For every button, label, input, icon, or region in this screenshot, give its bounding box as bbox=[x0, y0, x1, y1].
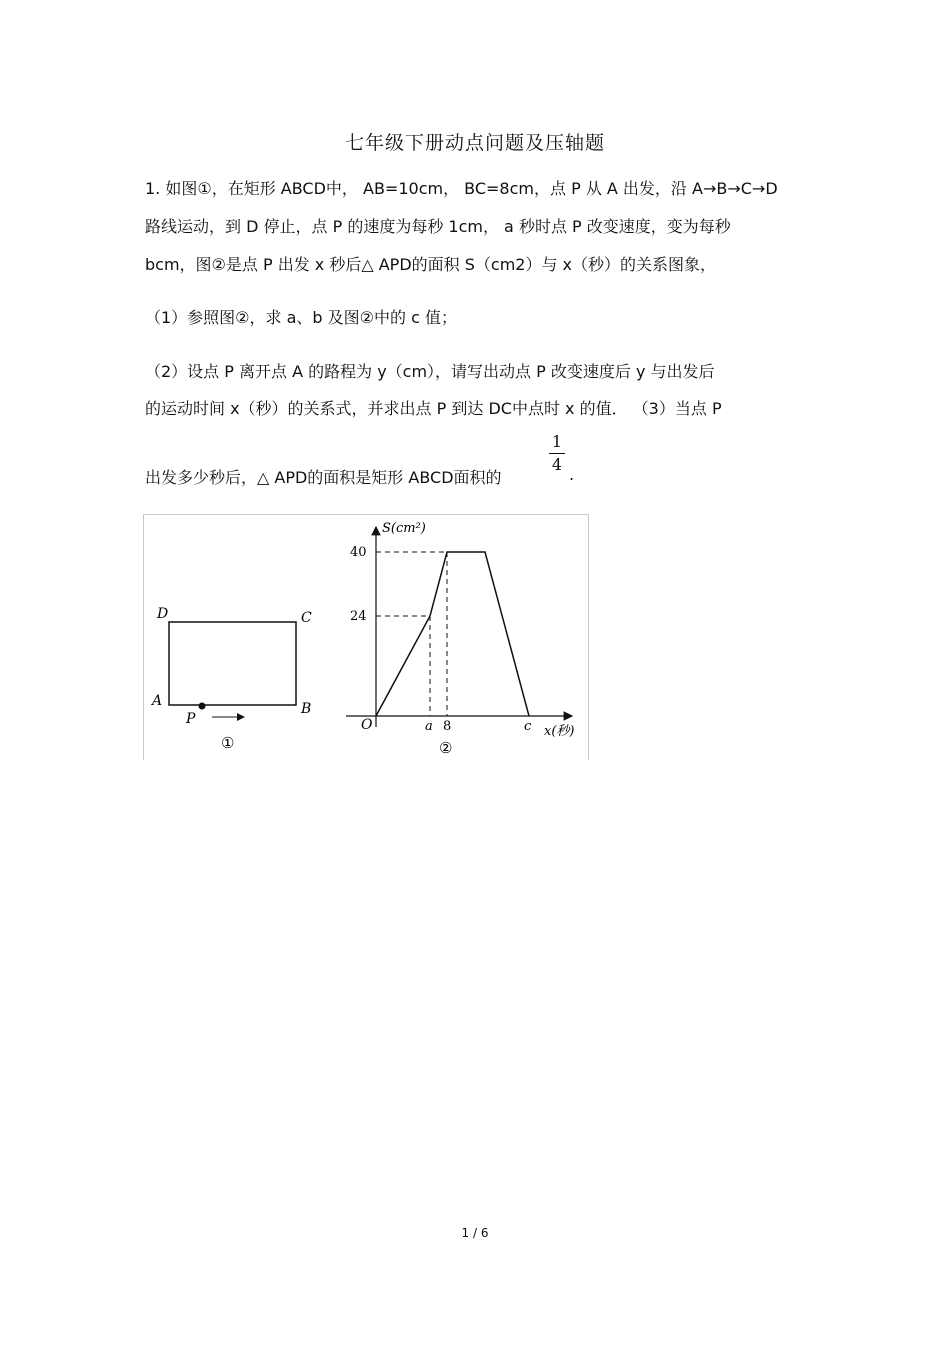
fraction-bar bbox=[549, 453, 565, 454]
caption-figure-1: ① bbox=[221, 734, 235, 752]
problem-line-1: 1. 如图①，在矩形 ABCD中， AB=10cm， BC=8cm，点 P 从 A 出发，沿 A→B→C→D bbox=[145, 179, 778, 198]
rectangle-abcd bbox=[169, 622, 296, 705]
x-tick-a: a bbox=[425, 719, 433, 734]
x-tick-c: c bbox=[524, 719, 532, 734]
fraction-numerator: 1 bbox=[551, 432, 563, 451]
x-tick-8: 8 bbox=[443, 719, 452, 734]
label-c: C bbox=[301, 610, 312, 626]
y-axis-label: S(cm²) bbox=[382, 521, 426, 536]
x-axis-label: x(秒) bbox=[544, 724, 575, 739]
label-b: B bbox=[301, 701, 312, 717]
y-tick-40: 40 bbox=[350, 545, 367, 560]
point-p bbox=[199, 703, 206, 710]
problem-line-2: 路线运动，到 D 停止，点 P 的速度为每秒 1cm， a 秒时点 P 改变速度，变为每秒 bbox=[145, 217, 731, 236]
s-x-graph-line bbox=[376, 552, 529, 716]
label-p: P bbox=[186, 711, 196, 727]
label-d: D bbox=[157, 606, 169, 622]
figure-box bbox=[143, 514, 589, 760]
question-2-line-2: 的运动时间 x（秒）的关系式，并求出点 P 到达 DC中点时 x 的值． （3）当点 P bbox=[145, 399, 722, 418]
page-number: 1 / 6 bbox=[461, 1226, 489, 1240]
origin-label: O bbox=[361, 717, 373, 733]
fraction-one-quarter bbox=[549, 432, 565, 475]
document-title: 七年级下册动点问题及压轴题 bbox=[344, 132, 605, 154]
question-1: （1）参照图②，求 a、b 及图②中的 c 值； bbox=[145, 308, 457, 327]
question-3-period: . bbox=[569, 465, 575, 484]
figure-svg bbox=[144, 515, 590, 761]
question-2-line-1: （2）设点 P 离开点 A 的路程为 y（cm），请写出动点 P 改变速度后 y 与出发后 bbox=[145, 362, 715, 381]
problem-line-3: bcm，图②是点 P 出发 x 秒后△ APD的面积 S（cm2）与 x（秒）的关系图象， bbox=[145, 255, 717, 274]
fraction-denominator: 4 bbox=[551, 455, 563, 474]
question-3-line: 出发多少秒后，△ APD的面积是矩形 ABCD面积的 bbox=[145, 468, 502, 487]
caption-figure-2: ② bbox=[439, 739, 453, 757]
y-tick-24: 24 bbox=[350, 609, 367, 624]
label-a: A bbox=[152, 693, 163, 709]
